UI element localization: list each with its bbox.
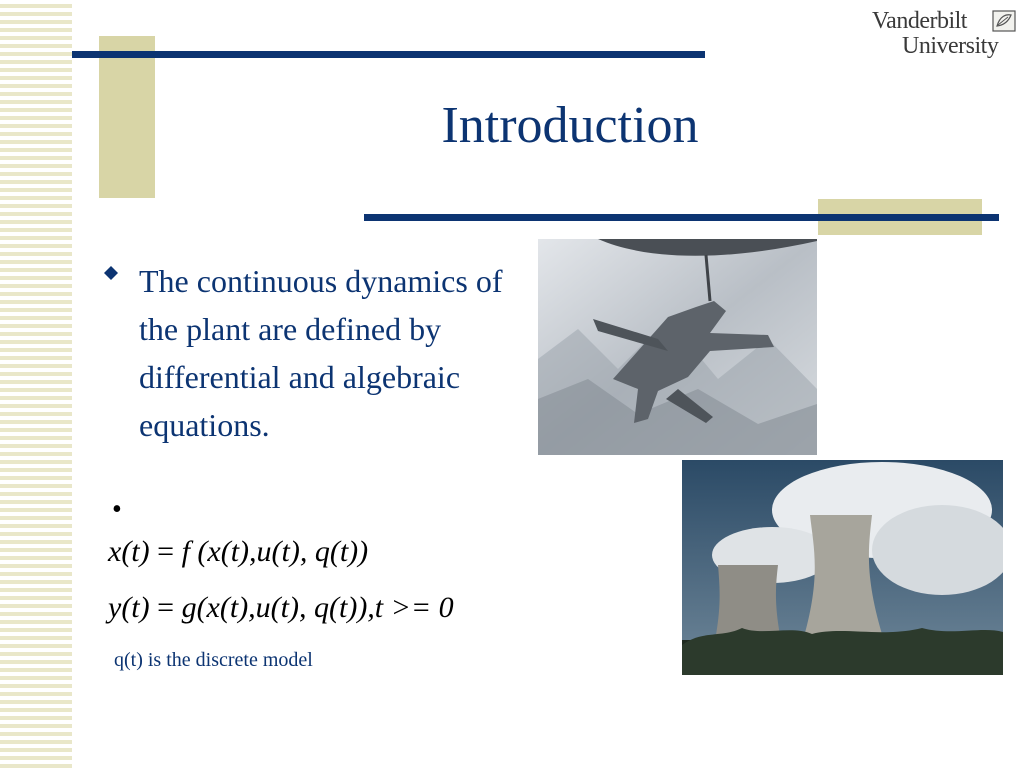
jet-refueling-image [538, 239, 817, 455]
equation-x-lhs: x(t) [108, 535, 150, 568]
equation-y: y(t) = g(x(t),u(t), q(t)),t >= 0 [108, 591, 454, 624]
logo-line-1: Vanderbilt [872, 8, 967, 34]
equation-y-lhs: y(t) [108, 591, 150, 624]
left-stripe-decoration [0, 0, 72, 768]
bullet-text: The continuous dynamics of the plant are defined by differential and algebraic equations. [139, 263, 503, 443]
discrete-model-note: q(t) is the discrete model [114, 649, 313, 671]
title-rule-top [72, 51, 705, 58]
equation-x-rhs: f (x(t),u(t), q(t)) [181, 535, 369, 568]
equation-block [108, 524, 454, 636]
cooling-towers-image [682, 460, 1003, 675]
logo-line-2: University [902, 33, 999, 59]
equation-x: x(t) = f (x(t),u(t), q(t)) [108, 535, 369, 568]
oak-leaf-icon [992, 10, 1016, 32]
page-title: Introduction [441, 97, 699, 154]
title-rule-bottom [364, 214, 999, 221]
equation-y-rhs: g(x(t),u(t), q(t)),t >= 0 [181, 591, 454, 624]
sub-bullet-marker: • [112, 494, 122, 525]
diamond-bullet-icon [104, 266, 118, 280]
vanderbilt-logo [872, 8, 1018, 64]
tan-accent-block-top [99, 36, 155, 198]
